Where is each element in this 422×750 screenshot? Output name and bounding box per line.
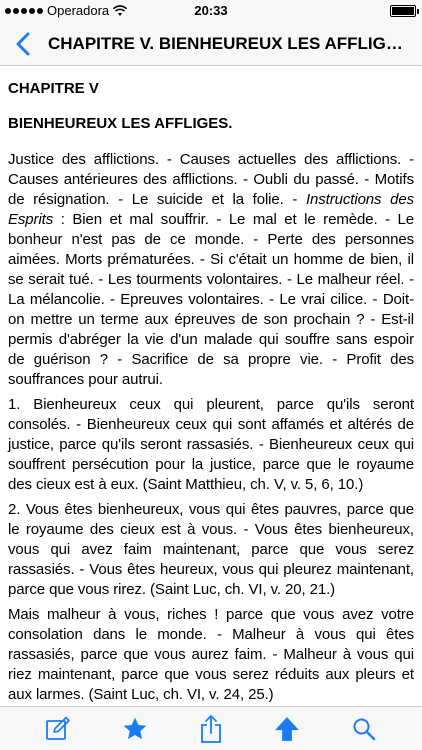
verse-paragraph: Mais malheur à vous, riches ! parce que vous avez votre consolation dans le monde. - Malheur à vous qui êtes rassasiés, parce que vous aurez faim. - Malheur à vous qui riez maintenant, parce que vous serez réduits aux pleurs et aux larmes. (Saint Luc, ch. VI, v. 24, 25.): [8, 606, 414, 703]
battery-icon: [390, 5, 416, 17]
star-icon: [122, 716, 148, 742]
favorite-button[interactable]: [115, 709, 155, 749]
summary-text-b: : Bien et mal souffrir. - Le mal et le remède. - Le bonheur n'est pas de ce monde. - Perte des personnes aimées. Morts prématurées. - Si c'était un homme de bien, il se serait tué. - Les tourments volontaires. - Le malheur réel. - La mélancolie. - Epreuves volontaires. - Le vrai cilice. - Doit-on mettre un terme aux épreuves de son prochain ? - Est-il permis d'abréger la vie d'un malade qui souffre sans espoir de guérison ? - Sacrifice de sa propre vie. - Profit des souffrances pour autrui.: [8, 211, 414, 388]
chapter-content[interactable]: [0, 66, 422, 706]
back-button[interactable]: [8, 28, 38, 60]
arrow-up-icon: [274, 716, 300, 742]
navigation-bar: [0, 22, 422, 66]
share-icon: [199, 714, 223, 744]
carrier-name: Operadora: [47, 3, 110, 18]
note-button[interactable]: [38, 709, 78, 749]
chapter-summary: [8, 150, 414, 390]
bottom-toolbar: [0, 706, 422, 750]
search-icon: [352, 717, 376, 741]
summary-text-a: Justice des afflictions. - Causes actuelles des afflictions. - Causes antérieures des afflictions. - Oubli du passé. - Motifs de résignation. - Le suicide et la folie. -: [8, 151, 414, 208]
status-time: 20:33: [194, 3, 228, 18]
status-bar: [0, 0, 422, 22]
verse-paragraph: 2. Vous êtes bienheureux, vous qui êtes pauvres, parce que le royaume des cieux est à vous. - Vous êtes bienheureux, vous qui avez faim maintenant, parce que vous serez rassasiés. - Vous êtes heureux, vous qui pleurez maintenant, parce que vous rirez. (Saint Luc, ch. VI, v. 20, 21.): [8, 501, 414, 598]
chapter-subtitle: BIENHEUREUX LES AFFLIGES.: [8, 115, 233, 132]
search-button[interactable]: [344, 709, 384, 749]
chevron-left-icon: [16, 32, 30, 56]
summary-italic: Instructions des Esprits: [8, 191, 415, 228]
edit-note-icon: [45, 716, 71, 742]
verse-paragraph: 1. Bienheureux ceux qui pleurent, parce qu'ils seront consolés. - Bienheureux ceux qui sont affamés et altérés de justice, parce qu'ils seront rassasiés. - Bienheureux ceux qui souffrent persécution pour la justice, parce que le royaume des cieux est à eux. (Saint Matthieu, ch. V, v. 5, 6, 10.): [8, 396, 414, 493]
page-title: CHAPITRE V. BIENHEUREUX LES AFFLIG…: [48, 34, 403, 53]
share-button[interactable]: [191, 709, 231, 749]
chapter-heading: CHAPITRE V: [8, 80, 99, 97]
scroll-top-button[interactable]: [267, 709, 307, 749]
